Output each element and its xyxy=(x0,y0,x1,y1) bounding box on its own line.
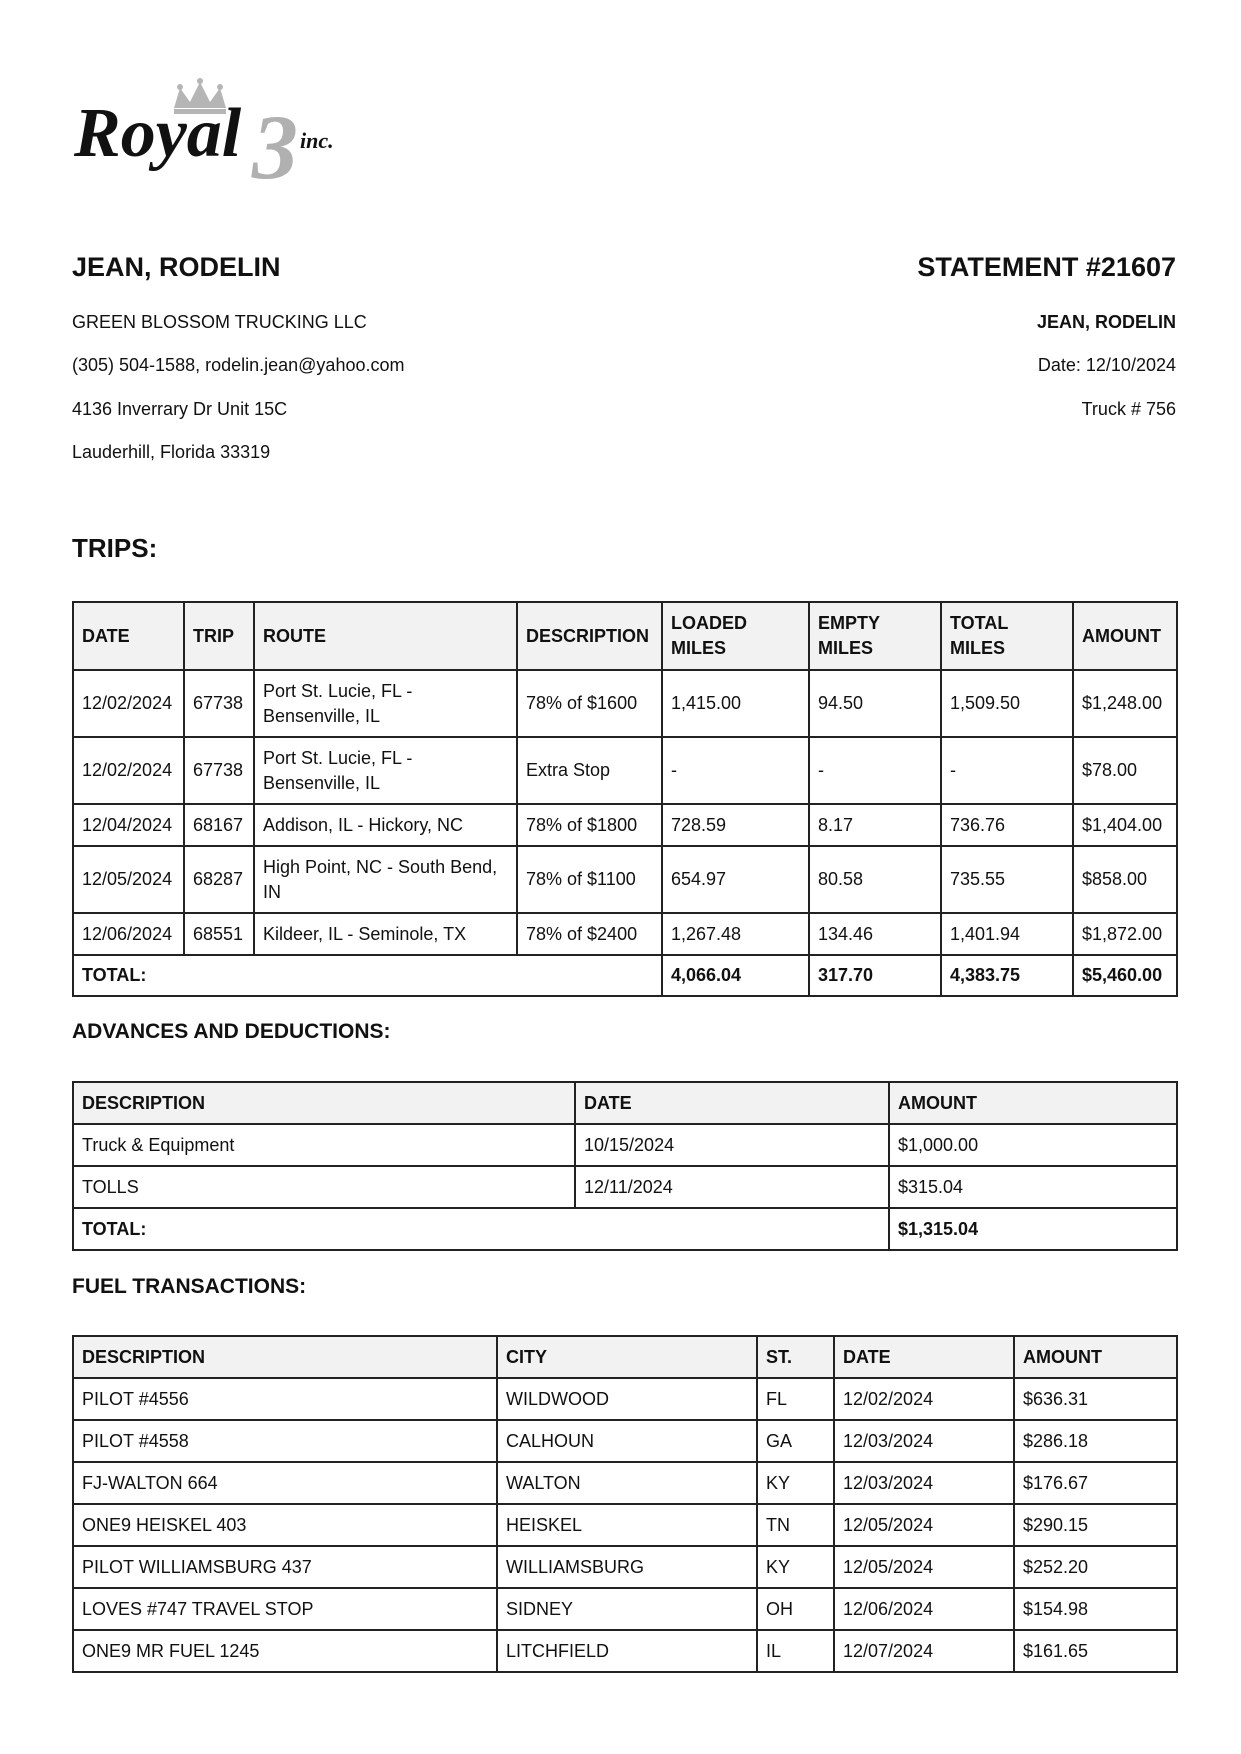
fuel-description: PILOT WILLIAMSBURG 437 xyxy=(73,1546,497,1588)
advance-description: Truck & Equipment xyxy=(73,1124,575,1166)
col-route: ROUTE xyxy=(254,602,517,670)
fuel-state: TN xyxy=(757,1504,834,1546)
col-amount: AMOUNT xyxy=(1014,1336,1177,1378)
trips-heading: TRIPS: xyxy=(72,533,158,563)
trips-total-row xyxy=(73,955,1177,996)
trip-empty-miles: 134.46 xyxy=(809,913,941,955)
fuel-state: KY xyxy=(757,1462,834,1504)
fuel-city: LITCHFIELD xyxy=(497,1630,757,1672)
fuel-date: 12/02/2024 xyxy=(834,1378,1014,1420)
driver-address-line2: Lauderhill, Florida 33319 xyxy=(72,442,271,462)
fuel-date: 12/03/2024 xyxy=(834,1420,1014,1462)
fuel-city: WILDWOOD xyxy=(497,1378,757,1420)
trip-total-miles: 1,509.50 xyxy=(941,670,1073,737)
trip-date: 12/04/2024 xyxy=(73,804,184,846)
royal-3-inc-logo xyxy=(72,78,392,193)
fuel-state: GA xyxy=(757,1420,834,1462)
fuel-heading: FUEL TRANSACTIONS: xyxy=(72,1275,307,1298)
logo-numeral: 3 xyxy=(252,96,298,193)
fuel-amount: $286.18 xyxy=(1014,1420,1177,1462)
trip-route: Port St. Lucie, FL - Bensenville, IL xyxy=(254,737,517,804)
fuel-table xyxy=(72,1335,1178,1673)
fuel-state: FL xyxy=(757,1378,834,1420)
trip-description: 78% of $1100 xyxy=(517,846,662,913)
trip-date: 12/06/2024 xyxy=(73,913,184,955)
col-trip: TRIP xyxy=(184,602,254,670)
fuel-description: ONE9 HEISKEL 403 xyxy=(73,1504,497,1546)
driver-address-line1: 4136 Inverrary Dr Unit 15C xyxy=(72,399,288,419)
fuel-date: 12/05/2024 xyxy=(834,1504,1014,1546)
fuel-amount: $636.31 xyxy=(1014,1378,1177,1420)
trip-route: Kildeer, IL - Seminole, TX xyxy=(254,913,517,955)
table-row xyxy=(73,1504,1177,1546)
statement-truck: Truck # 756 xyxy=(1081,399,1176,419)
table-row xyxy=(73,1546,1177,1588)
table-row xyxy=(73,1588,1177,1630)
trips-total-amount: $5,460.00 xyxy=(1073,955,1177,996)
trip-route: Addison, IL - Hickory, NC xyxy=(254,804,517,846)
trip-empty-miles: - xyxy=(809,737,941,804)
fuel-description: ONE9 MR FUEL 1245 xyxy=(73,1630,497,1672)
fuel-city: HEISKEL xyxy=(497,1504,757,1546)
advance-amount: $1,000.00 xyxy=(889,1124,1177,1166)
driver-contact: (305) 504-1588, rodelin.jean@yahoo.com xyxy=(72,355,405,375)
trip-number: 67738 xyxy=(184,670,254,737)
fuel-description: LOVES #747 TRAVEL STOP xyxy=(73,1588,497,1630)
trips-total-label: TOTAL: xyxy=(73,955,662,996)
fuel-description: PILOT #4558 xyxy=(73,1420,497,1462)
fuel-city: WILLIAMSBURG xyxy=(497,1546,757,1588)
col-date: DATE xyxy=(73,602,184,670)
fuel-amount: $161.65 xyxy=(1014,1630,1177,1672)
logo-suffix: inc. xyxy=(300,128,334,153)
col-total-miles: TOTAL MILES xyxy=(941,602,1073,670)
trips-table xyxy=(72,601,1178,997)
trip-amount: $1,404.00 xyxy=(1073,804,1177,846)
table-row xyxy=(73,913,1177,955)
advance-date: 12/11/2024 xyxy=(575,1166,889,1208)
advances-total-amount: $1,315.04 xyxy=(889,1208,1177,1250)
table-row xyxy=(73,670,1177,737)
trip-empty-miles: 8.17 xyxy=(809,804,941,846)
logo-wordmark: Royal xyxy=(74,95,242,172)
driver-info xyxy=(72,250,405,462)
table-row xyxy=(73,1124,1177,1166)
trip-empty-miles: 80.58 xyxy=(809,846,941,913)
fuel-amount: $176.67 xyxy=(1014,1462,1177,1504)
col-amount: AMOUNT xyxy=(889,1082,1177,1124)
fuel-city: CALHOUN xyxy=(497,1420,757,1462)
table-row xyxy=(73,1630,1177,1672)
col-empty-miles: EMPTY MILES xyxy=(809,602,941,670)
driver-name: JEAN, RODELIN xyxy=(72,252,281,282)
advance-description: TOLLS xyxy=(73,1166,575,1208)
col-description: DESCRIPTION xyxy=(517,602,662,670)
trip-loaded-miles: - xyxy=(662,737,809,804)
table-row xyxy=(73,1462,1177,1504)
advance-amount: $315.04 xyxy=(889,1166,1177,1208)
table-row xyxy=(73,1378,1177,1420)
trip-description: 78% of $2400 xyxy=(517,913,662,955)
statement-title: STATEMENT #21607 xyxy=(917,252,1176,282)
trip-amount: $1,872.00 xyxy=(1073,913,1177,955)
col-date: DATE xyxy=(575,1082,889,1124)
table-row xyxy=(73,737,1177,804)
trip-loaded-miles: 654.97 xyxy=(662,846,809,913)
fuel-date: 12/05/2024 xyxy=(834,1546,1014,1588)
fuel-date: 12/03/2024 xyxy=(834,1462,1014,1504)
fuel-amount: $290.15 xyxy=(1014,1504,1177,1546)
trips-total-miles: 4,383.75 xyxy=(941,955,1073,996)
trip-loaded-miles: 1,415.00 xyxy=(662,670,809,737)
driver-company: GREEN BLOSSOM TRUCKING LLC xyxy=(72,312,367,332)
trip-date: 12/02/2024 xyxy=(73,670,184,737)
trip-route: Port St. Lucie, FL - Bensenville, IL xyxy=(254,670,517,737)
trip-amount: $1,248.00 xyxy=(1073,670,1177,737)
col-date: DATE xyxy=(834,1336,1014,1378)
trip-total-miles: - xyxy=(941,737,1073,804)
statement-driver-name: JEAN, RODELIN xyxy=(1036,312,1176,332)
trip-number: 68167 xyxy=(184,804,254,846)
advances-heading: ADVANCES AND DEDUCTIONS: xyxy=(72,1020,391,1043)
fuel-state: IL xyxy=(757,1630,834,1672)
trip-description: 78% of $1600 xyxy=(517,670,662,737)
trip-number: 68287 xyxy=(184,846,254,913)
advance-date: 10/15/2024 xyxy=(575,1124,889,1166)
fuel-date: 12/07/2024 xyxy=(834,1630,1014,1672)
col-city: CITY xyxy=(497,1336,757,1378)
trip-amount: $858.00 xyxy=(1073,846,1177,913)
table-row xyxy=(73,846,1177,913)
trip-date: 12/05/2024 xyxy=(73,846,184,913)
trip-description: 78% of $1800 xyxy=(517,804,662,846)
col-state: ST. xyxy=(757,1336,834,1378)
trip-number: 68551 xyxy=(184,913,254,955)
trip-date: 12/02/2024 xyxy=(73,737,184,804)
col-description: DESCRIPTION xyxy=(73,1082,575,1124)
trip-description: Extra Stop xyxy=(517,737,662,804)
trip-number: 67738 xyxy=(184,737,254,804)
fuel-state: KY xyxy=(757,1546,834,1588)
fuel-date: 12/06/2024 xyxy=(834,1588,1014,1630)
trips-header-row xyxy=(73,602,1177,670)
fuel-description: PILOT #4556 xyxy=(73,1378,497,1420)
fuel-amount: $154.98 xyxy=(1014,1588,1177,1630)
trips-total-empty: 317.70 xyxy=(809,955,941,996)
trip-total-miles: 736.76 xyxy=(941,804,1073,846)
table-row xyxy=(73,1166,1177,1208)
fuel-description: FJ-WALTON 664 xyxy=(73,1462,497,1504)
trip-total-miles: 1,401.94 xyxy=(941,913,1073,955)
col-description: DESCRIPTION xyxy=(73,1336,497,1378)
trip-loaded-miles: 728.59 xyxy=(662,804,809,846)
fuel-header-row xyxy=(73,1336,1177,1378)
trip-loaded-miles: 1,267.48 xyxy=(662,913,809,955)
advances-total-row xyxy=(73,1208,1177,1250)
trip-route: High Point, NC - South Bend, IN xyxy=(254,846,517,913)
statement-info xyxy=(917,250,1176,419)
advances-table xyxy=(72,1081,1178,1251)
col-amount: AMOUNT xyxy=(1073,602,1177,670)
table-row xyxy=(73,804,1177,846)
advances-total-label: TOTAL: xyxy=(73,1208,889,1250)
trips-total-loaded: 4,066.04 xyxy=(662,955,809,996)
advances-header-row xyxy=(73,1082,1177,1124)
col-loaded-miles: LOADED MILES xyxy=(662,602,809,670)
trip-empty-miles: 94.50 xyxy=(809,670,941,737)
table-row xyxy=(73,1420,1177,1462)
fuel-city: SIDNEY xyxy=(497,1588,757,1630)
statement-date: Date: 12/10/2024 xyxy=(1037,355,1176,375)
trip-total-miles: 735.55 xyxy=(941,846,1073,913)
trip-amount: $78.00 xyxy=(1073,737,1177,804)
fuel-state: OH xyxy=(757,1588,834,1630)
fuel-city: WALTON xyxy=(497,1462,757,1504)
fuel-amount: $252.20 xyxy=(1014,1546,1177,1588)
